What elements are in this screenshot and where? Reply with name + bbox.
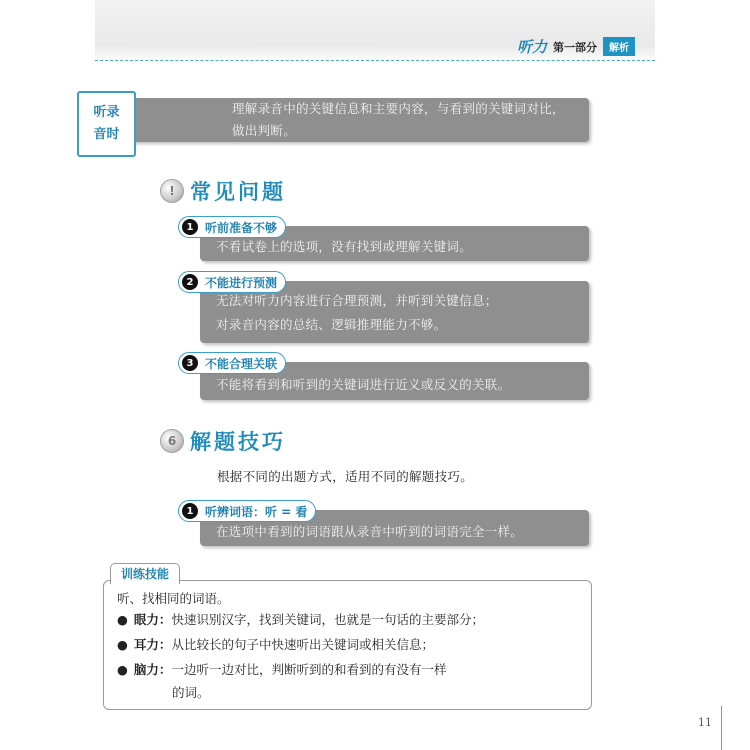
- part-label: 第一部分: [553, 40, 597, 54]
- bullet-term: 耳力：: [133, 637, 172, 652]
- bullet-text: 快速识别汉字，找到关键词，也就是一句话的主要部分；: [171, 612, 484, 627]
- header-divider: [95, 60, 655, 61]
- technique-label-1: [178, 500, 316, 522]
- running-header: [517, 36, 635, 57]
- problem-text: 不看试卷上的选项，没有找到或理解关键词。: [216, 239, 473, 254]
- technique-label-text: 听辨词语：听 = 看: [205, 504, 308, 519]
- problem-label-text: 不能合理关联: [205, 356, 278, 371]
- training-bullet-3: [117, 659, 446, 681]
- bullet-text: 一边听一边对比，判断听到的和看到的有没有一样: [171, 662, 447, 677]
- recording-box: [126, 98, 589, 142]
- number-badge-icon: 1: [182, 503, 198, 519]
- section-name: 听力: [516, 38, 547, 56]
- common-problems-title: 常见问题: [190, 180, 286, 204]
- problem-label-text: 听前准备不够: [205, 220, 278, 235]
- page-number: 11: [698, 716, 712, 729]
- problem-label-2: [178, 271, 286, 293]
- analysis-tag: 解析: [603, 37, 635, 56]
- number-badge-icon: 2: [182, 274, 198, 290]
- recording-label-line1: 听录: [93, 105, 120, 120]
- section-badge-icon: !: [160, 179, 184, 203]
- number-badge-icon: 1: [182, 219, 198, 235]
- number-badge-icon: 3: [182, 355, 198, 371]
- techniques-intro: 根据不同的出题方式，适用不同的解题技巧。: [217, 469, 474, 484]
- bullet-term: 眼力：: [133, 612, 172, 627]
- problem-label-1: [178, 216, 286, 238]
- techniques-heading: [160, 426, 286, 456]
- recording-text-line1: 理解录音中的关键信息和主要内容，与看到的关键词对比，: [232, 101, 565, 116]
- problem-text: 不能将看到和听到的关键词进行近义或反义的关联。: [216, 377, 511, 392]
- recording-label: [77, 91, 136, 157]
- section-badge-icon: 6: [160, 429, 184, 453]
- common-problems-heading: [160, 176, 286, 206]
- training-bullet-3-continuation: 的词。: [172, 685, 210, 700]
- bullet-text: 从比较长的句子中快速听出关键词或相关信息；: [171, 637, 434, 652]
- bullet-icon: ●: [117, 637, 128, 652]
- problem-label-3: [178, 352, 286, 374]
- technique-text: 在选项中看到的词语跟从录音中听到的词语完全一样。: [216, 524, 524, 539]
- bullet-icon: ●: [117, 612, 128, 627]
- recording-label-line2: 音时: [93, 127, 120, 142]
- training-bullet-2: [117, 634, 434, 656]
- problem-label-text: 不能进行预测: [205, 275, 278, 290]
- techniques-title: 解题技巧: [190, 430, 286, 454]
- page-number-rule: [721, 706, 722, 750]
- bullet-icon: ●: [117, 662, 128, 677]
- training-tab: 训练技能: [110, 563, 180, 584]
- problem-text: 无法对听力内容进行合理预测，并听到关键信息；: [216, 293, 498, 308]
- bullet-term: 脑力：: [133, 662, 172, 677]
- recording-text-line2: 做出判断。: [232, 123, 297, 138]
- training-intro: 听、找相同的词语。: [117, 591, 230, 606]
- training-bullet-1: [117, 609, 484, 631]
- problem-text: 对录音内容的总结、逻辑推理能力不够。: [216, 317, 447, 332]
